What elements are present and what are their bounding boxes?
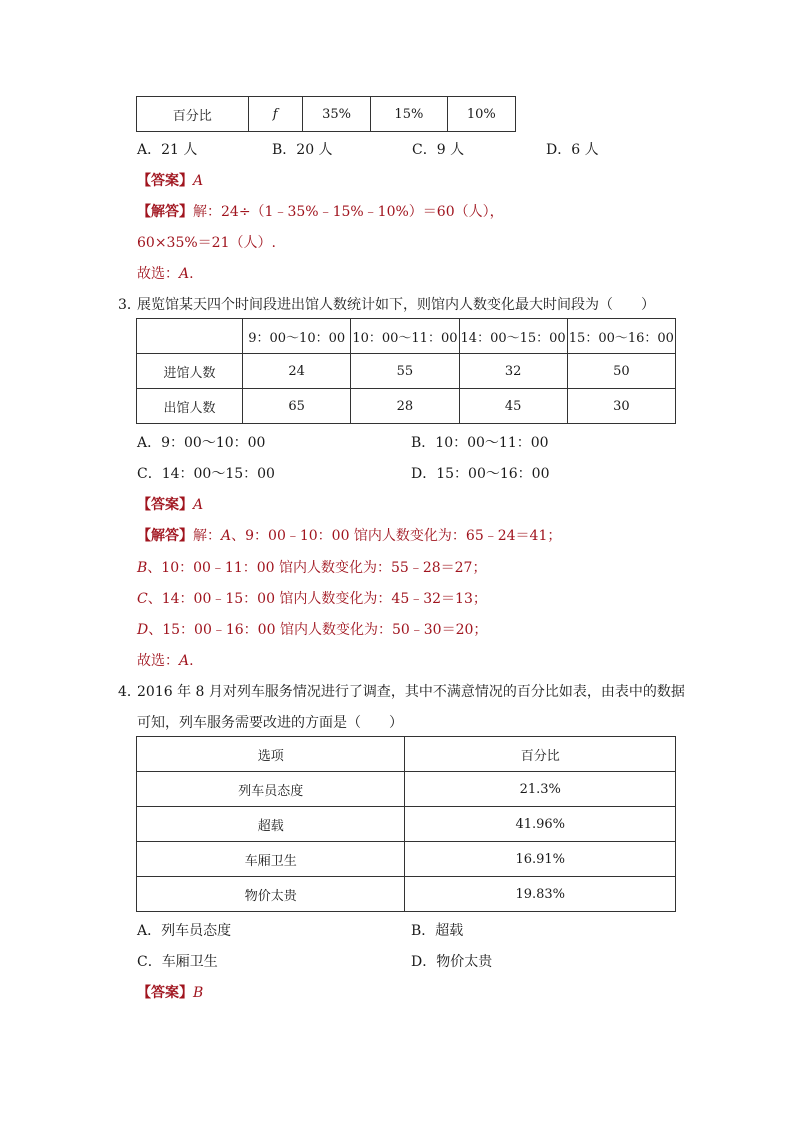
answer-letter: A: [193, 497, 204, 513]
table-cell: 41.96%: [405, 807, 676, 842]
solution-text: 、10：00﹣11：00 馆内人数变化为：55﹣28＝27；: [147, 560, 487, 576]
q3-option-d: D．15：00～16：00: [411, 466, 550, 482]
q3-answer: [137, 494, 203, 514]
solution-text: 、15：00﹣16：00 馆内人数变化为：50﹣30＝20；: [148, 622, 488, 638]
solution-letter: D: [137, 622, 149, 638]
solution-letter: C: [137, 591, 148, 607]
table-row: [137, 842, 676, 877]
table-cell: 10%: [447, 97, 515, 132]
table-header-row: [137, 319, 676, 354]
table-cell: 21.3%: [405, 772, 676, 807]
table-cell: 35%: [302, 97, 370, 132]
table-cell: 列车员态度: [137, 772, 405, 807]
q4-number: 4．: [118, 684, 141, 700]
q2-option-b: B．20 人: [272, 142, 333, 158]
q4-survey-table: [136, 736, 676, 912]
table-row: [137, 807, 676, 842]
table-cell: 进馆人数: [137, 354, 243, 389]
table-cell: 65: [243, 389, 351, 424]
q2-solution-line1: [137, 201, 504, 221]
table-cell: 19.83%: [405, 877, 676, 912]
solution-text: 、14：00﹣15：00 馆内人数变化为：45﹣32＝13；: [147, 591, 487, 607]
solution-letter: B: [137, 560, 148, 576]
q2-frequency-table: [136, 96, 516, 132]
table-cell: 55: [351, 354, 459, 389]
table-cell: f: [248, 97, 302, 132]
conclusion-prefix: 故选：: [137, 266, 179, 282]
conclusion-answer: A: [179, 653, 190, 669]
q3-option-c: C．14：00～15：00: [137, 466, 275, 482]
table-cell: 24: [243, 354, 351, 389]
q4-answer: [137, 982, 203, 1002]
solution-intro: 解：: [193, 528, 221, 544]
conclusion-suffix: .: [189, 653, 194, 669]
solution-tag: 【解答】: [137, 528, 193, 544]
table-cell: 9：00～10：00: [243, 319, 351, 354]
q4-stem-line1: 2016 年 8 月对列车服务情况进行了调查，其中不满意情况的百分比如表，由表中的数据: [137, 684, 685, 700]
table-cell: 15：00～16：00: [567, 319, 675, 354]
q4-option-c: C．车厢卫生: [137, 954, 218, 970]
table-cell: 32: [459, 354, 567, 389]
conclusion-answer: A: [179, 266, 190, 282]
answer-tag: 【答案】: [137, 497, 193, 513]
q4-option-d: D．物价太贵: [411, 954, 493, 970]
q4-option-a: A．列车员态度: [137, 923, 232, 939]
q3-solution-c: [137, 588, 487, 608]
table-cell: 50: [567, 354, 675, 389]
table-cell: 28: [351, 389, 459, 424]
q2-solution-line2: 60×35%＝21（人）.: [137, 235, 276, 251]
table-row: [137, 354, 676, 389]
q4-stem-line2: 可知，列车服务需要改进的方面是（ ）: [137, 715, 403, 731]
table-cell: 14：00～15：00: [459, 319, 567, 354]
answer-letter: B: [193, 985, 204, 1001]
q3-visitor-table: [136, 318, 676, 424]
table-cell: 15%: [371, 97, 447, 132]
table-cell: 车厢卫生: [137, 842, 405, 877]
table-row: [137, 772, 676, 807]
table-header-row: [137, 737, 676, 772]
table-cell: 百分比: [405, 737, 676, 772]
q3-conclusion: [137, 650, 194, 670]
q2-option-c: C．9 人: [412, 142, 465, 158]
q2-answer: [137, 170, 203, 190]
q3-solution-b: [137, 557, 486, 577]
table-cell: 出馆人数: [137, 389, 243, 424]
q2-conclusion: [137, 263, 194, 283]
conclusion-prefix: 故选：: [137, 653, 179, 669]
table-cell: 45: [459, 389, 567, 424]
answer-tag: 【答案】: [137, 173, 193, 189]
table-row: [137, 877, 676, 912]
table-cell: 选项: [137, 737, 405, 772]
table-cell: 超载: [137, 807, 405, 842]
conclusion-suffix: .: [189, 266, 194, 282]
q2-option-d: D．6 人: [546, 142, 599, 158]
table-cell: 10：00～11：00: [351, 319, 459, 354]
q3-solution-a: [137, 525, 561, 545]
q2-option-a: A．21 人: [137, 142, 198, 158]
table-cell: 16.91%: [405, 842, 676, 877]
q3-solution-d: [137, 619, 487, 639]
q4-option-b: B．超载: [411, 923, 464, 939]
q3-option-a: A．9：00～10：00: [137, 435, 266, 451]
solution-letter: A: [221, 528, 232, 544]
answer-tag: 【答案】: [137, 985, 193, 1001]
answer-letter: A: [193, 173, 204, 189]
solution-text: 解：24÷（1﹣35%﹣15%﹣10%）＝60（人），: [193, 204, 504, 220]
q3-stem: 展览馆某天四个时间段进出馆人数统计如下，则馆内人数变化最大时间段为（ ）: [137, 297, 655, 313]
q3-number: 3．: [118, 297, 141, 313]
table-cell: 百分比: [137, 97, 249, 132]
solution-text: 、9：00﹣10：00 馆内人数变化为：65﹣24＝41；: [231, 528, 562, 544]
table-row: [137, 97, 516, 132]
table-row: [137, 389, 676, 424]
q3-option-b: B．10：00～11：00: [411, 435, 549, 451]
table-cell: 物价太贵: [137, 877, 405, 912]
table-cell: 30: [567, 389, 675, 424]
solution-tag: 【解答】: [137, 204, 193, 220]
table-cell: [137, 319, 243, 354]
